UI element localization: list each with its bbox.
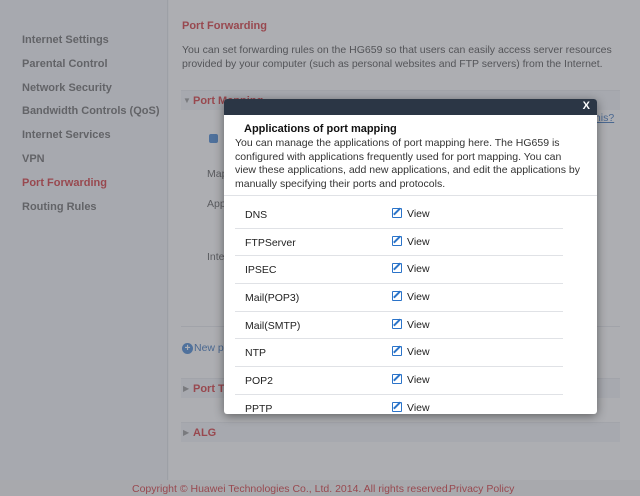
edit-icon	[392, 319, 402, 329]
application-name: PPTP	[245, 402, 273, 414]
edit-icon	[392, 236, 402, 246]
application-name: DNS	[245, 209, 268, 221]
list-item	[235, 312, 563, 340]
view-button[interactable]	[392, 208, 430, 220]
application-name: NTP	[245, 347, 266, 360]
dialog-title: Applications of port mapping	[244, 123, 397, 135]
application-list[interactable]	[235, 201, 563, 414]
application-name: FTPServer	[245, 236, 296, 249]
view-label: View	[407, 291, 430, 304]
edit-icon	[392, 374, 402, 384]
applications-dialog	[224, 99, 597, 414]
view-label: View	[407, 235, 430, 248]
list-item	[235, 201, 563, 229]
divider	[224, 195, 597, 196]
view-button[interactable]	[392, 319, 430, 331]
close-icon[interactable]: X	[582, 100, 590, 112]
view-label: View	[407, 346, 430, 359]
view-label: View	[407, 318, 430, 331]
view-button[interactable]	[392, 291, 430, 303]
list-item	[235, 284, 563, 312]
edit-icon	[392, 291, 402, 301]
view-button[interactable]	[392, 236, 430, 248]
view-button[interactable]	[392, 402, 430, 414]
view-label: View	[407, 208, 430, 220]
dialog-header	[224, 99, 597, 115]
application-name: Mail(POP3)	[245, 292, 300, 305]
view-button[interactable]	[392, 374, 430, 386]
list-item	[235, 229, 563, 257]
application-name: POP2	[245, 375, 274, 388]
list-item	[235, 339, 563, 367]
list-item	[235, 395, 563, 414]
application-name: IPSEC	[245, 264, 277, 277]
dialog-description: You can manage the applications of port mapping here. The HG659 is configured with applications frequently used for port mapping. You can view these applications, add new applications, and edit the applications by manually specifying their ports and protocols.	[235, 137, 580, 190]
list-item	[235, 256, 563, 284]
edit-icon	[392, 208, 402, 218]
edit-icon	[392, 402, 402, 412]
view-button[interactable]	[392, 346, 430, 358]
view-button[interactable]	[392, 263, 430, 275]
list-item	[235, 367, 563, 395]
view-label: View	[407, 263, 430, 276]
view-label: View	[407, 401, 430, 414]
application-name: Mail(SMTP)	[245, 319, 301, 332]
edit-icon	[392, 346, 402, 356]
view-label: View	[407, 374, 430, 387]
edit-icon	[392, 263, 402, 273]
